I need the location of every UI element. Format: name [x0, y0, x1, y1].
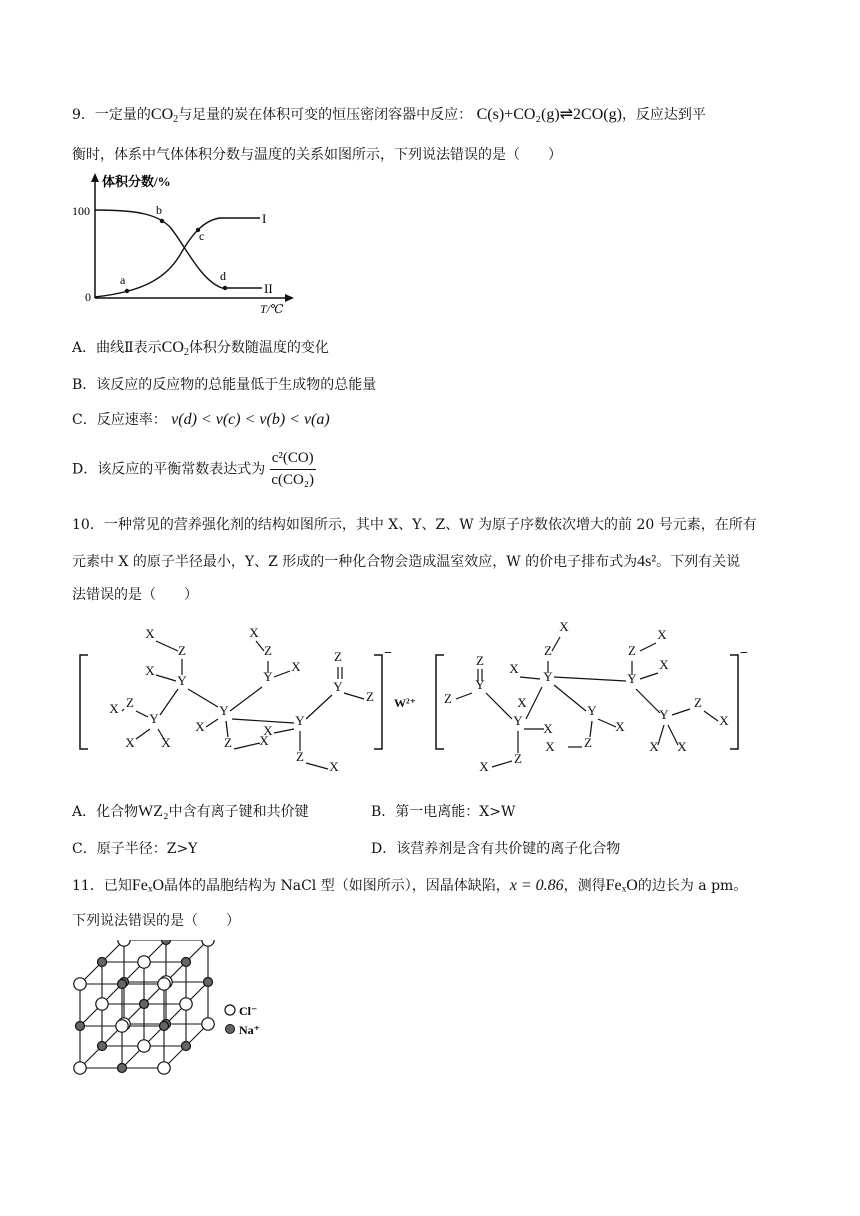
q9-optA-pre: A．曲线Ⅱ表示	[72, 340, 162, 356]
bond	[456, 693, 472, 699]
q9-graph	[70, 170, 310, 320]
cl-ion	[158, 978, 170, 990]
q10-optA-post: 中含有离子键和共价键	[168, 804, 309, 820]
right-atom-y: Y	[659, 707, 669, 722]
bond	[188, 689, 218, 707]
legend-cl-label: Cl⁻	[239, 1004, 258, 1018]
bond	[256, 641, 264, 651]
cl-ion	[158, 1062, 170, 1074]
cl-ion	[202, 940, 214, 946]
left-atom-x: X	[259, 733, 269, 748]
left-atom-z: Z	[264, 643, 272, 658]
q11-line1-mid: 晶体的晶胞结构为 NaCl 型（如图所示），因晶体缺陷，	[164, 878, 510, 894]
left-atom-z: Z	[224, 735, 232, 750]
point-d	[223, 286, 227, 290]
structure-atoms	[109, 619, 729, 774]
left-atom-y: Y	[295, 713, 305, 728]
q9-option-c	[72, 409, 330, 429]
bond	[136, 711, 148, 717]
cl-ion	[74, 1062, 86, 1074]
q9-optD-den: c(CO₂)	[271, 472, 315, 488]
right-atom-x: X	[479, 759, 489, 774]
bond	[234, 743, 260, 749]
left-atom-x: X	[263, 723, 273, 738]
bond	[160, 689, 178, 715]
na-ion	[118, 1064, 127, 1073]
right-atom-x: X	[657, 627, 667, 642]
right-atom-x: X	[649, 739, 659, 754]
right-atom-z: Z	[514, 751, 522, 766]
q11-formula: FeₓO	[131, 877, 165, 894]
bond	[554, 685, 586, 711]
q10-line2-pre: 元素中 X 的原子半径最小，Y、Z 形成的一种化合物会造成温室效应，W 的价电子排布式为	[72, 554, 638, 570]
left-atom-y: Y	[263, 669, 273, 684]
right-atom-x: X	[677, 739, 687, 754]
bond	[486, 693, 512, 719]
bond	[672, 709, 690, 715]
bond	[658, 725, 664, 745]
right-anion-bracket-close	[730, 655, 738, 749]
right-atom-x: X	[719, 713, 729, 728]
na-ion	[160, 1022, 169, 1031]
legend-na-icon	[226, 1025, 235, 1034]
na-ion	[182, 1042, 191, 1051]
left-atom-x: X	[145, 626, 155, 641]
bond	[552, 637, 560, 651]
q9-stem-line2: 衡时，体系中气体体积分数与温度的关系如图所示，下列说法错误的是（ ）	[72, 147, 562, 163]
left-atom-x: X	[145, 663, 155, 678]
q9-optD-num: c²(CO)	[270, 450, 316, 470]
q10-line2-post: 。下列有关说	[656, 554, 741, 570]
q9-option-d	[72, 450, 316, 489]
bond	[306, 763, 328, 769]
q11-formula2: FeₓO	[605, 877, 638, 894]
right-atom-x: X	[509, 661, 519, 676]
curve-I-label: I	[262, 211, 267, 226]
left-atom-x: X	[125, 735, 135, 750]
q9-stem-line1	[72, 104, 706, 125]
bond	[122, 709, 124, 711]
y-axis-arrow	[91, 173, 99, 182]
right-anion-charge: −	[740, 646, 748, 661]
q10-option-b: B．第一电离能：X>W	[371, 804, 516, 820]
cation-label: W²⁺	[394, 696, 416, 710]
q11-stem-line2: 下列说法错误的是（ ）	[72, 913, 240, 929]
bond	[640, 673, 658, 679]
bond	[206, 719, 218, 727]
right-atom-y: Y	[475, 677, 485, 692]
bond	[344, 693, 364, 699]
left-atom-z: Z	[334, 649, 342, 664]
right-atom-x: X	[659, 657, 669, 672]
left-anion-bracket-open	[80, 655, 88, 749]
bond	[230, 687, 262, 711]
bond	[156, 675, 176, 681]
point-b-label: b	[156, 203, 162, 217]
bond	[492, 761, 512, 767]
right-atom-y: Y	[587, 703, 597, 718]
q11-stem-line1	[72, 875, 747, 895]
q11-line1-pre: 11．已知	[72, 878, 132, 894]
q10-line2-val: 4s²	[637, 553, 657, 570]
bond	[274, 729, 294, 733]
left-atom-x: X	[161, 735, 171, 750]
bond	[636, 689, 660, 713]
q10-option-d: D．该营养剂是含有共价键的离子化合物	[371, 841, 621, 857]
q9-option-b: B．该反应的反应物的总能量低于生成物的总能量	[72, 377, 377, 393]
cl-ion	[74, 978, 86, 990]
cl-ion	[96, 998, 108, 1010]
na-ion	[118, 980, 127, 989]
na-ion	[204, 978, 213, 987]
q9-optC-expr: v(d) < v(c) < v(b) < v(a)	[171, 411, 330, 428]
q9-stem-text2: 与足量的炭在体积可变的恒压密闭容器中反应：	[178, 107, 473, 123]
bond	[640, 643, 656, 651]
right-atom-y: Y	[543, 669, 553, 684]
left-atom-x: X	[291, 659, 301, 674]
bond	[136, 729, 150, 739]
right-atom-z: Z	[694, 695, 702, 710]
q9-optD-fraction	[270, 450, 316, 489]
right-atom-x: X	[559, 619, 569, 634]
q9-optA-post: 体积分数随温度的变化	[188, 340, 329, 356]
point-b	[160, 219, 164, 223]
graph-ylabel: 体积分数/%	[102, 174, 171, 189]
left-atom-z: Z	[366, 689, 374, 704]
na-ion	[162, 940, 171, 945]
q9-co2-text: CO	[150, 106, 174, 123]
bond	[704, 711, 718, 721]
q9-option-a	[72, 337, 329, 358]
q9-optD-pre: D．该反应的平衡常数表达式为	[72, 461, 266, 478]
right-atom-x: X	[615, 719, 625, 734]
left-atom-y: Y	[333, 679, 343, 694]
cl-ion	[180, 998, 192, 1010]
left-atom-x: X	[109, 701, 119, 716]
cl-ion	[202, 1018, 214, 1030]
na-ion	[76, 1022, 85, 1031]
q10-stem-line1: 10．一种常见的营养强化剂的结构如图所示，其中 X、Y、Z、W 为原子序数依次增大的前 20 号元素，在所有	[72, 517, 757, 533]
bond	[274, 671, 290, 677]
left-atom-z: Z	[296, 749, 304, 764]
left-atom-x: X	[329, 759, 339, 774]
left-atom-z: Z	[126, 695, 134, 710]
na-ion	[182, 958, 191, 967]
left-atom-x: X	[249, 625, 259, 640]
point-a	[125, 289, 129, 293]
left-anion-bracket-close	[374, 655, 382, 749]
left-atom-y: Y	[219, 703, 229, 718]
right-atom-x: X	[517, 695, 527, 710]
bond	[598, 719, 616, 727]
point-d-label: d	[220, 269, 226, 283]
right-atom-x: X	[543, 721, 553, 736]
graph-y100: 100	[72, 204, 90, 218]
graph-xlabel: T/℃	[260, 302, 284, 316]
curve-II-label: II	[264, 281, 273, 296]
right-atom-z: Z	[444, 691, 452, 706]
bond	[156, 641, 178, 651]
graph-y0: 0	[85, 290, 91, 304]
q10-option-c: C．原子半径：Z>Y	[72, 841, 198, 857]
point-a-label: a	[120, 273, 126, 287]
q10-stem-line3: 法错误的是（ ）	[72, 587, 198, 603]
q10-stem-line2	[72, 551, 740, 571]
right-atom-z: Z	[584, 735, 592, 750]
q9-stem-text3: ，反应达到平	[621, 107, 706, 123]
cl-ion	[116, 1020, 128, 1032]
q10-structure-diagram	[74, 615, 790, 785]
left-atom-x: X	[195, 719, 205, 734]
q9-optA-co2: $CO_2$	[161, 339, 189, 358]
point-c-label: c	[199, 229, 205, 243]
q11-xval: x = 0.86	[509, 877, 564, 894]
bond	[520, 677, 540, 679]
left-atom-y: Y	[149, 711, 159, 726]
right-atom-z: Z	[544, 643, 552, 658]
cl-ion	[138, 1040, 150, 1052]
q10-optA-formula: WZ₂	[138, 803, 169, 820]
q9-optC-pre: C．反应速率：	[72, 412, 167, 428]
cl-ion	[138, 956, 150, 968]
right-atom-y: Y	[513, 713, 523, 728]
cell-atoms	[74, 940, 214, 1074]
right-atom-y: Y	[627, 671, 637, 686]
q11-line1-post: 的边长为 a pm。	[637, 878, 748, 894]
cl-ion	[118, 940, 130, 946]
x-axis-arrow	[285, 294, 294, 302]
q9-equation: C(s)+CO₂(g)⇌2CO(g)	[476, 106, 622, 123]
na-ion	[140, 1000, 149, 1009]
q10-optA-pre: A．化合物	[72, 804, 139, 820]
right-atom-x: X	[545, 739, 555, 754]
na-ion	[98, 958, 107, 967]
q11-nacl-unit-cell	[72, 940, 272, 1080]
bond	[526, 687, 542, 719]
right-atom-z: Z	[628, 643, 636, 658]
left-anion-charge: −	[384, 646, 392, 661]
right-atom-z: Z	[476, 653, 484, 668]
left-atom-z: Z	[178, 643, 186, 658]
q11-line1-mid2: ，测得	[563, 878, 606, 894]
q9-stem-text: 9．一定量的	[72, 107, 151, 123]
right-anion-bracket-open	[436, 655, 444, 749]
bond	[554, 677, 626, 681]
q10-option-a	[72, 801, 309, 821]
na-ion	[98, 1042, 107, 1051]
q9-optA-co2-text: CO	[161, 339, 184, 356]
legend-cl-icon	[225, 1005, 235, 1015]
q9-co2: $CO_2$	[150, 106, 179, 125]
left-atom-y: Y	[177, 673, 187, 688]
legend-na-label: Na⁺	[239, 1023, 260, 1037]
bond	[306, 695, 332, 719]
